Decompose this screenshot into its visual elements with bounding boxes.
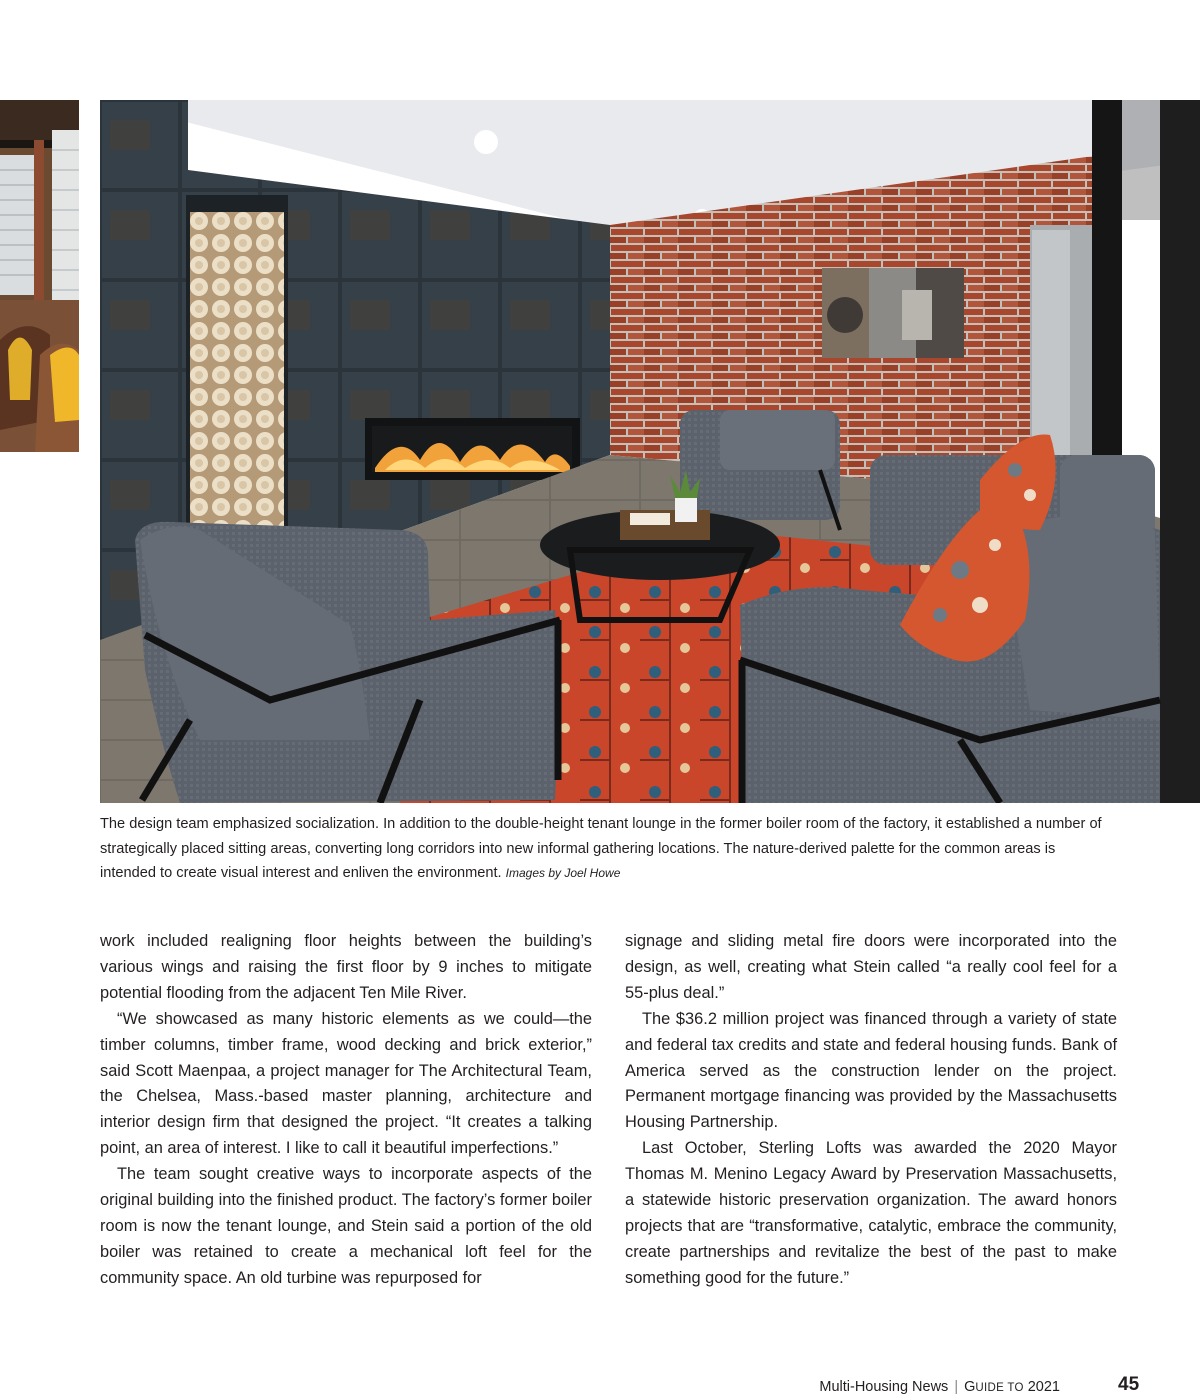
side-photo — [0, 100, 79, 452]
paragraph: work included realigning floor heights between the building’s various wings and raising the first floor by 9 inches to mitigate potential flooding from the adjacent Ten Mile River. — [100, 932, 592, 1002]
guide-year: 2021 — [1027, 1379, 1060, 1395]
paragraph: The team sought creative ways to incorporate aspects of the original building into the finished product. The factory’s former boiler room is now the tenant lounge, and Stein said a portion of the old boiler was retained to create a mechanical loft feel for the community space. An old turbine was repurposed for — [100, 1165, 592, 1287]
right-column — [625, 929, 1117, 1292]
guide-label: UIDE TO — [975, 1382, 1024, 1394]
running-footer — [819, 1379, 1060, 1395]
paragraph: “We showcased as many historic elements as we could—the timber columns, timber frame, wood decking and brick exterior,” said Scott Maenpaa, a project manager for The Architectural Team, the Chelsea, Mass.-based master planning, architecture and interior design firm that designed the project. “It creates a talking point, an area of interest. I like to call it beautiful imperfections.” — [100, 1009, 592, 1158]
photo-credit: Images by Joel Howe — [505, 866, 621, 880]
lounge-photo — [100, 100, 1200, 803]
paragraph: Last October, Sterling Lofts was awarded the 2020 Mayor Thomas M. Menino Legacy Award by Preservation Massachusetts, a statewide historic preservation organization. The award honors projects that are “transformative, catalytic, embrace the community, create partnerships and revitalize the best of the past to make something good for the future.” — [625, 1139, 1117, 1287]
page-number: 45 — [1118, 1374, 1140, 1395]
paragraph: The $36.2 million project was financed through a variety of state and federal tax credits and state and federal housing funds. Bank of America served as the construction lender on the project. Permanent mortgage financing was provided by the Massachusetts Housing Partnership. — [625, 1009, 1117, 1132]
paragraph: signage and sliding metal fire doors were incorporated into the design, as well, creating what Stein called “a really cool feel for a 55-plus deal.” — [625, 932, 1117, 1002]
photo-caption — [100, 812, 1110, 886]
guide-initial: G — [964, 1379, 976, 1395]
footer-separator: | — [954, 1379, 959, 1395]
caption-text: The design team emphasized socialization. In addition to the double-height tenant lounge in the former boiler room of the factory, it established a number of strategically placed sitting areas, converting long corridors into new informal gathering locations. The nature-derived palette for the common areas is intended to create visual interest and enliven the environment. — [100, 816, 1102, 881]
publication-name: Multi-Housing News — [819, 1379, 949, 1395]
left-column — [100, 929, 592, 1292]
